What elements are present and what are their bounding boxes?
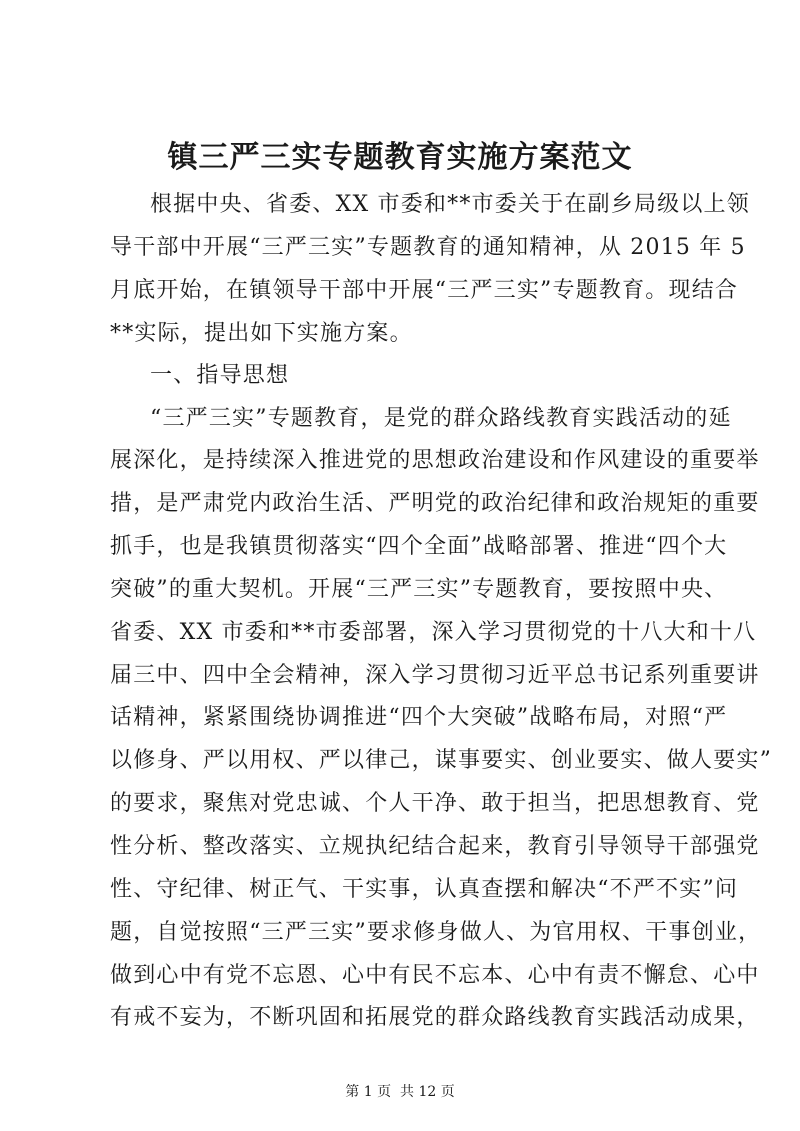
body-line: 突破”的重大契机。开展“三严三实”专题教育，要按照中央、 [110,577,728,602]
body-line: 话精神，紧紧围绕协调推进“四个大突破”战略布局，对照“严 [110,705,728,730]
body-line: 月底开始，在镇领导干部中开展“三严三实”专题教育。现结合 [110,278,739,303]
body-line: 根据中央、省委、XX 市委和**市委关于在副乡局级以上领 [150,192,750,217]
document-title: 镇三严三实专题教育实施方案范文 [167,140,633,175]
section-heading: 一、指导思想 [150,363,290,388]
body-line: 导干部中开展“三严三实”专题教育的通知精神，从 2015 年 5 [110,235,746,260]
body-line: 性、守纪律、树正气、干实事，认真查摆和解决“不严不实”问 [110,877,739,902]
body-line: 题，自觉按照“三严三实”要求修身做人、为官用权、干事创业， [110,920,762,945]
body-line: **实际，提出如下实施方案。 [110,321,413,346]
body-line: 省委、XX 市委和**市委部署，深入学习贯彻党的十八大和十八 [110,620,757,645]
body-line: 性分析、整改落实、立规执纪结合起来，教育引导领导干部强党 [110,834,760,859]
body-line: 抓手，也是我镇贯彻落实“四个全面”战略部署、推进“四个大 [110,534,728,559]
body-line: 以修身、严以用权、严以律己，谋事要实、创业要实、做人要实” [110,748,773,773]
body-line: 措，是严肃党内政治生活、严明党的政治纪律和政治规矩的重要 [110,491,760,516]
body-line: 做到心中有党不忘恩、心中有民不忘本、心中有责不懈怠、心中 [110,963,760,988]
body-line: 的要求，聚焦对党忠诚、个人干净、敢于担当，把思想教育、党 [110,791,760,816]
page-footer: 第 1 页 共 12 页 [345,1084,455,1100]
body-line: “三严三实”专题教育，是党的群众路线教育实践活动的延 [150,406,732,431]
body-line: 有戒不妄为，不断巩固和拓展党的群众路线教育实践活动成果， [110,1005,760,1030]
body-line: 届三中、四中全会精神，深入学习贯彻习近平总书记系列重要讲 [110,663,760,688]
body-line: 展深化，是持续深入推进党的思想政治建设和作风建设的重要举 [110,448,760,473]
